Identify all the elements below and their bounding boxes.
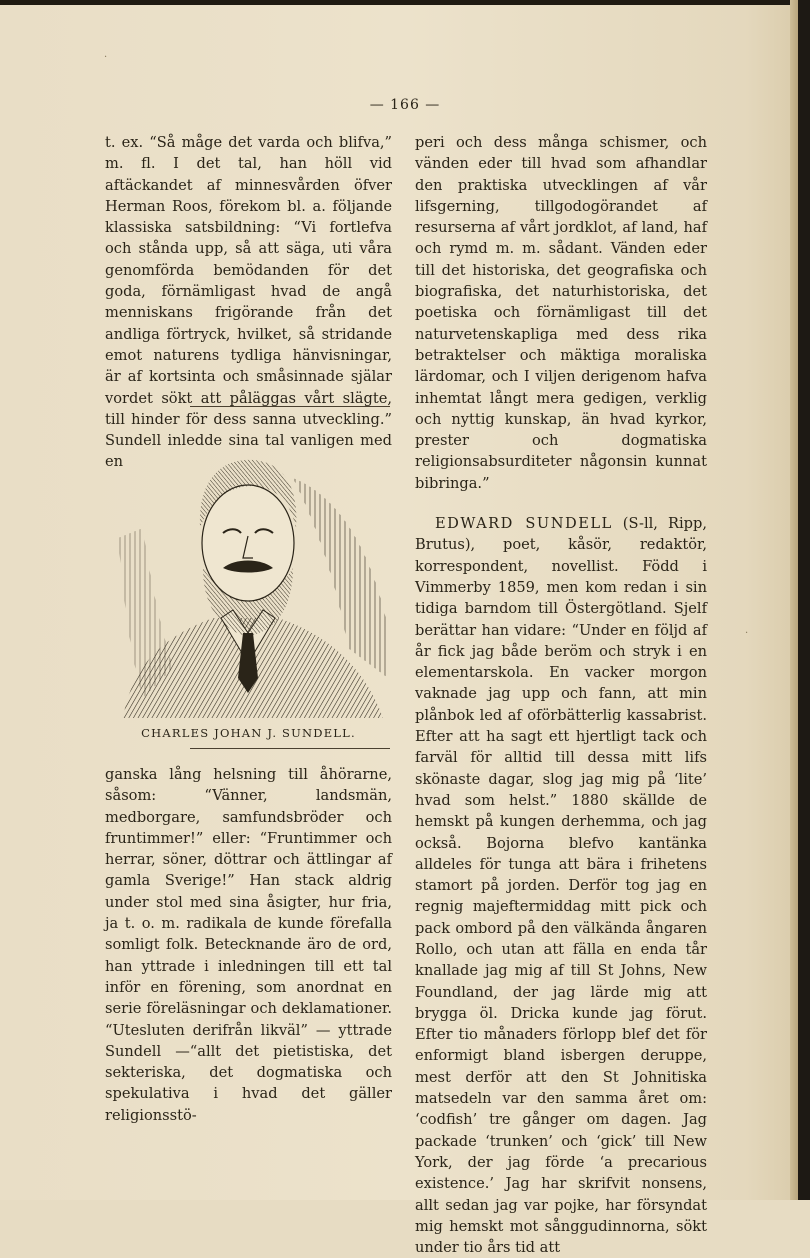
face: [202, 485, 294, 601]
page-number: — 166 —: [369, 97, 441, 113]
speck-mark: ·: [745, 628, 749, 639]
divider-rule: [190, 406, 390, 407]
biography-entry: [415, 513, 707, 1258]
entry-text: (S-ll, Ripp, Brutus), poet, kåsör, redaktör, korrespondent, novellist. Född i Vimmerby 1859, men kom redan i sin tidiga barndom till Östergötland. Sjelf berättar han vidare: “Under en följd af år fick jag både beröm och stryk i en elementarskola. En vacker morgon vaknade jag upp och fann, att min plånbok led af oförbätterlig kassabrist. Efter att ha sagt ett hjertligt tack och farväl för alltid till dessa mitt lifs skönaste dagar, slog jag mig på ‘lite’ hvad som helst.” 1880 skällde de hemskt på kungen derhemma, och jag också. Bojorna blefvo kantänka alldeles för tunga att bära i frihetens stamort på jorden. Derför tog jag en regnig majeftermiddag mitt pick och pack ombord på den välkända ångaren Rollo, och utan att fälla en enda tår knallade jag mig af till St Johns, New Foundland, der jag lärde mig att brygga öl. Dricka kunde jag förut. Efter tio månaders förlopp blef det för enformigt bland isbergen deruppe, mest derför att den St Johnitiska matsedeln var den samma året om: ‘codfish’ tre gånger om dagen. Jag packade ‘trunken’ och ‘gick’ till New York, der jag förde ‘a precarious existence.’ Jag har skrifvit nonsens, allt sedan jag var pojke, har försyndat mig hemskt mot sånggudinnorna, sökt under tio års tid att: [415, 515, 707, 1257]
portrait-caption: CHARLES JOHAN J. SUNDELL.: [141, 726, 356, 740]
portrait-engraving: [103, 418, 393, 718]
right-column: [415, 132, 707, 1258]
speck-mark: ·: [104, 52, 108, 63]
paragraph: peri och dess många schismer, och vänden eder till hvad som afhandlar den praktiska utvecklingen af vår lifsgerning, tillgodogörandet af resurserna af vårt jordklot, af land, haf och rymd m. m. sådant. Vänden eder till det historiska, det geografiska och biografiska, det naturhistoriska, det poetiska och förnämligast till det naturvetenskapliga med dess rika betraktelser och mäktiga moraliska lärdomar, och I viljen derigenom hafva inhemtat långt mera gedigen, verklig och nyttig kunskap, än hvad kyrkor, prester och dogmatiska religionsabsurditeter någonsin kunnat bibringa.”: [415, 134, 707, 492]
divider-rule: [190, 748, 390, 749]
page-edge-shadow: [790, 0, 798, 1200]
paragraph: ganska lång helsning till åhörarne, såsom: “Vänner, landsmän, medborgare, samfundsbröder och fruntimmer!” eller: “Fruntimmer och herrar, söner, döttrar och ättlingar af gamla Sverige!” Han stack aldrig under stol med sina åsigter, hur fria, ja t. o. m. radikala de kunde förefalla somligt folk. Betecknande äro de ord, han yttrade i inledningen till ett tal inför en förening, som anordnat en serie föreläsningar och deklamationer. “Utesluten derifrån likväl” — yttrade Sundell —“allt det pietistiska, det sekteriska, det dogmatiska och spekulativa i hvad det gäller religionsstö-: [105, 766, 392, 1124]
paragraph: t. ex. “Så måge det varda och blifva,” m. fl. I det tal, han höll vid aftäckandet af minnesvården öfver Herman Roos, förekom bl. a. följande klassiska satsbildning: “Vi fortlefva och stånda upp, så att säga, uti våra genomförda bemödanden för det goda, förnämligast hvad de angå menniskans frigörande från det andliga förtryck, hvilket, så stridande emot naturens tydliga hänvisningar, är af kortsinta och småsinnade själar vordet sökt att påläggas vårt slägte, till hinder för dess sanna utveckling.” Sundell inledde sina tal vanligen med en: [105, 134, 392, 471]
top-border: [0, 0, 810, 5]
entry-name: EDWARD SUNDELL: [435, 515, 613, 533]
left-column-bottom: [105, 764, 392, 1126]
right-border: [798, 0, 810, 1200]
